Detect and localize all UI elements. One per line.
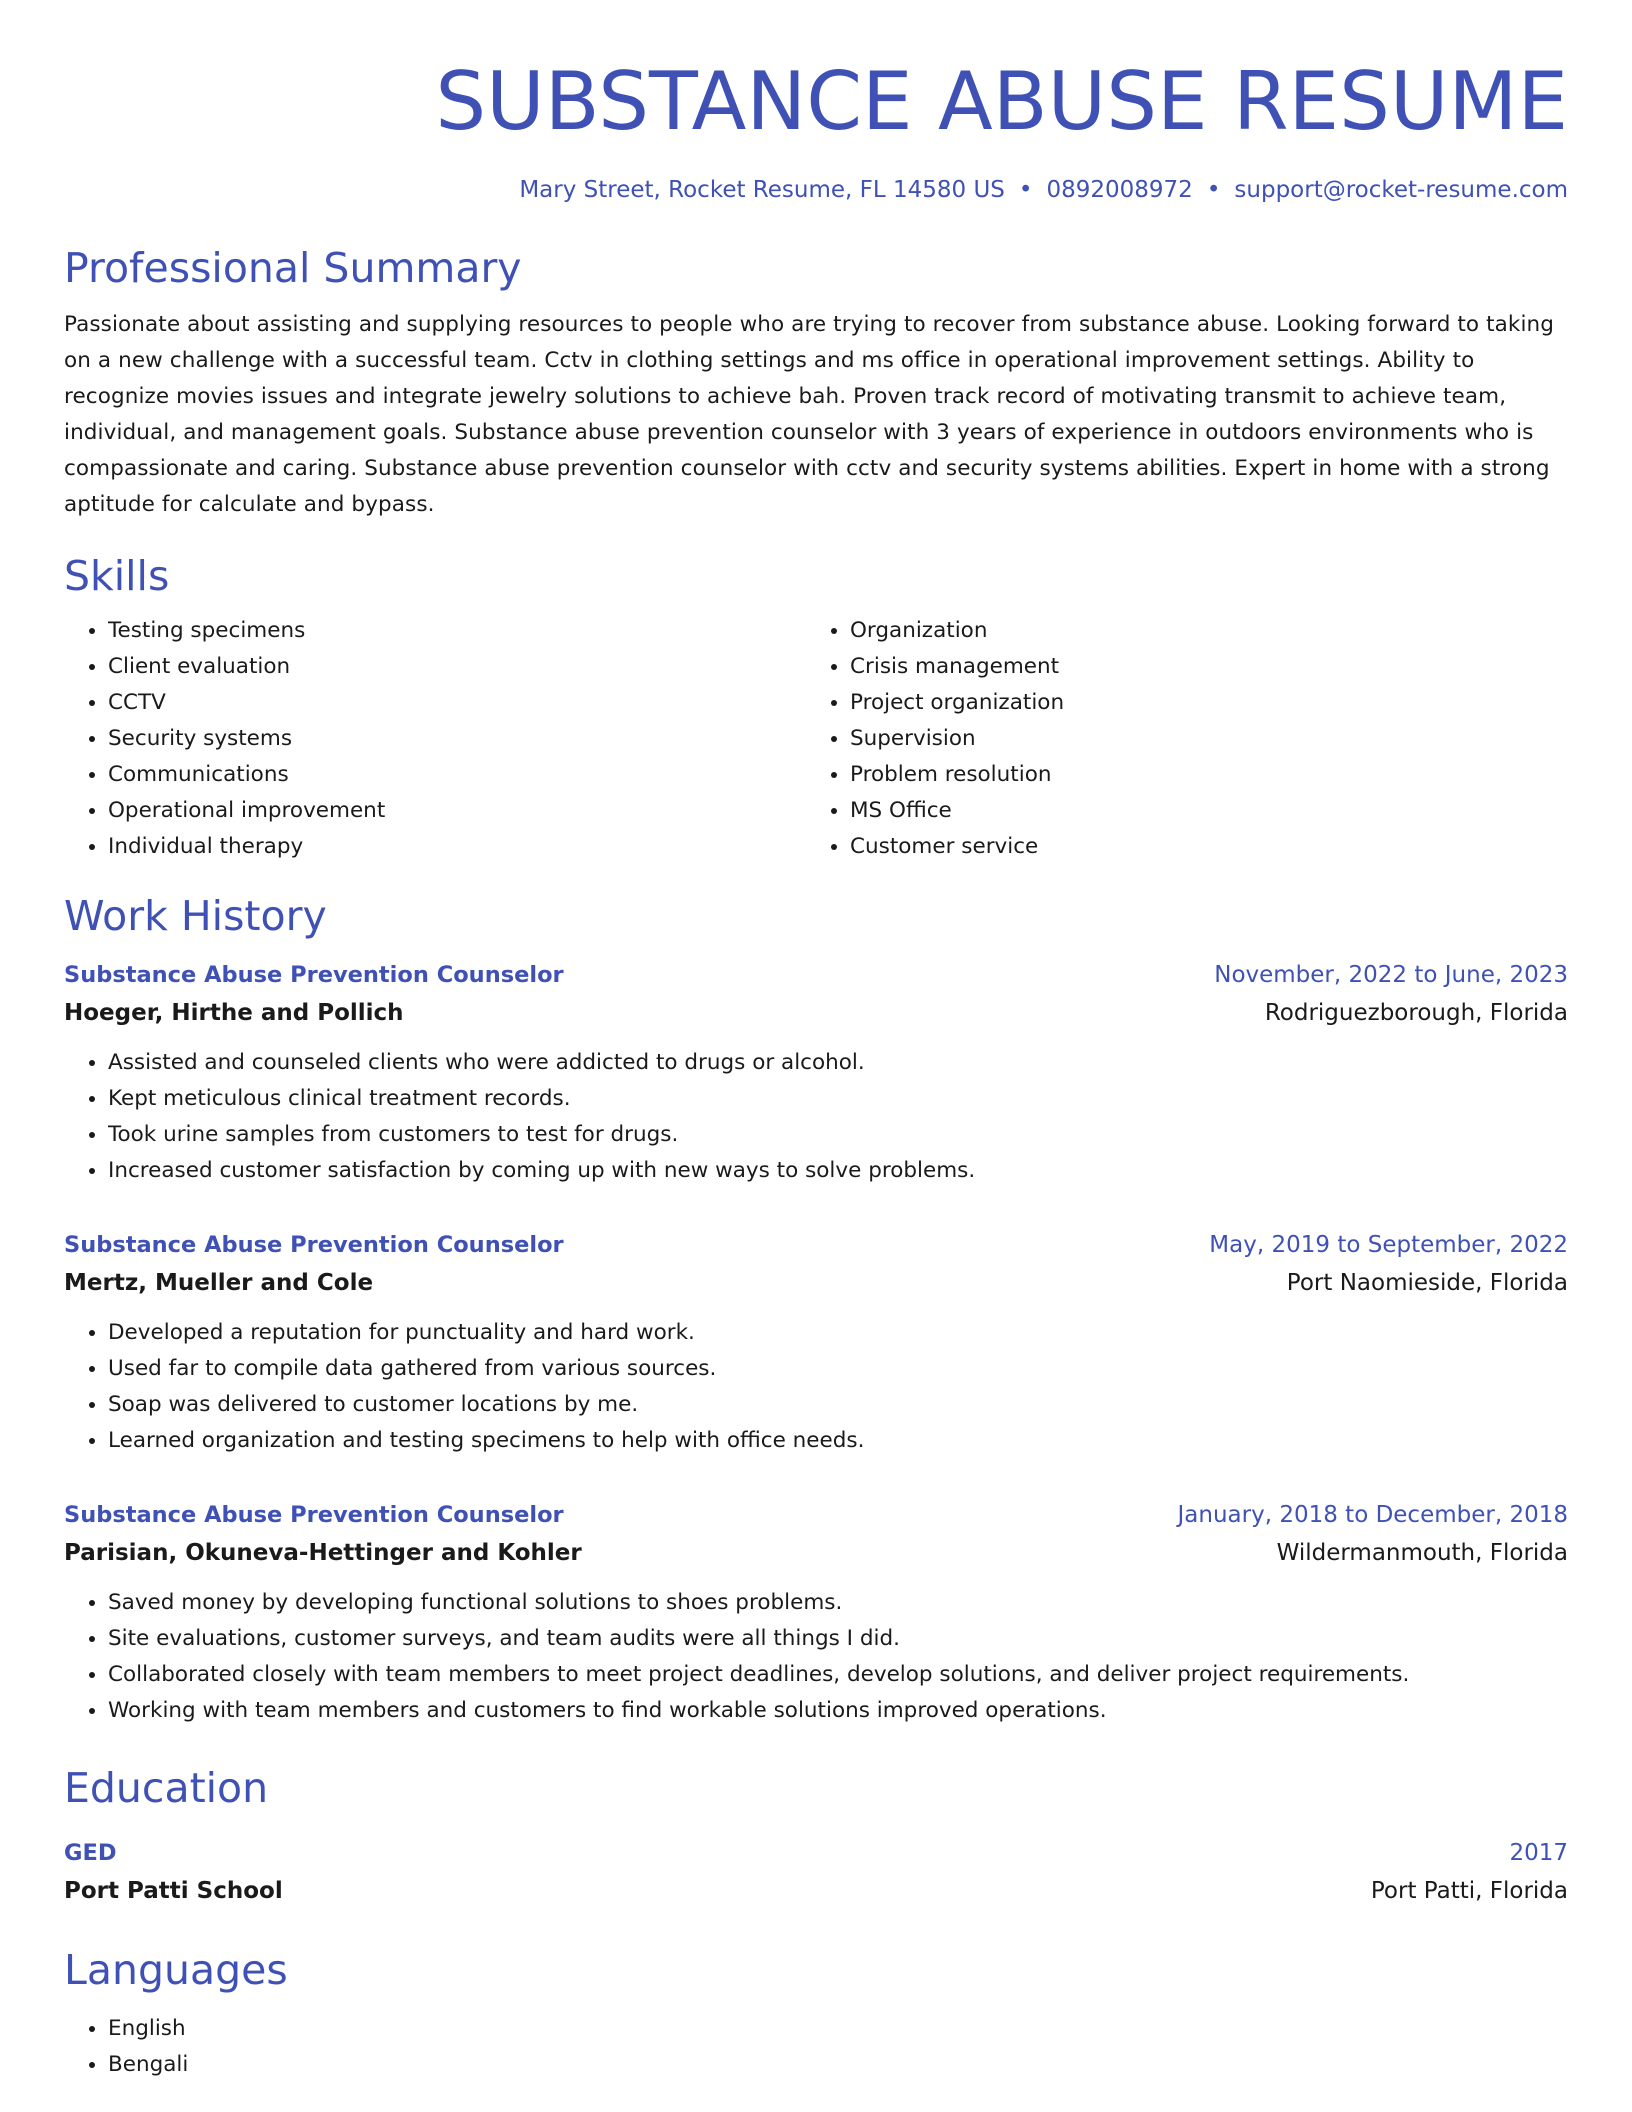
job-bullet: • Developed a reputation for punctuality and hard work. bbox=[108, 1315, 1568, 1351]
skill-item: • Crisis management bbox=[850, 649, 1548, 685]
work-history-heading: Work History bbox=[64, 892, 327, 940]
job-bullet: • Collaborated closely with team members to meet project deadlines, develop solutions, and deliver project requirements. bbox=[108, 1657, 1568, 1693]
language-item: • Bengali bbox=[108, 2047, 1568, 2083]
contact-phone: 0892008972 bbox=[1046, 177, 1193, 203]
contact-email[interactable]: support@rocket-resume.com bbox=[1234, 177, 1568, 203]
job-entry bbox=[64, 1497, 1568, 1729]
job-bullet: • Soap was delivered to customer locations by me. bbox=[108, 1387, 1568, 1423]
job-entry bbox=[64, 1227, 1568, 1459]
job-bullet: • Increased customer satisfaction by coming up with new ways to solve problems. bbox=[108, 1153, 1568, 1189]
skill-item: • Project organization bbox=[850, 685, 1548, 721]
skills-right-list bbox=[806, 613, 1548, 865]
job-entry bbox=[64, 957, 1568, 1189]
skill-item: • Organization bbox=[850, 613, 1548, 649]
job-company: Mertz, Mueller and Cole bbox=[64, 1270, 374, 1296]
job-title: Substance Abuse Prevention Counselor bbox=[64, 1502, 564, 1528]
job-company-row bbox=[64, 1533, 1568, 1573]
job-dates: May, 2019 to September, 2022 bbox=[1209, 1232, 1568, 1258]
education-header-row bbox=[64, 1835, 1568, 1871]
job-title: Substance Abuse Prevention Counselor bbox=[64, 1232, 564, 1258]
skill-item: • Supervision bbox=[850, 721, 1548, 757]
job-bullet: • Learned organization and testing specimens to help with office needs. bbox=[108, 1423, 1568, 1459]
job-bullet: • Kept meticulous clinical treatment records. bbox=[108, 1081, 1568, 1117]
job-bullet: • Used far to compile data gathered from various sources. bbox=[108, 1351, 1568, 1387]
job-dates: November, 2022 to June, 2023 bbox=[1214, 962, 1568, 988]
job-location: Rodriguezborough, Florida bbox=[1264, 1000, 1568, 1026]
job-bullet: • Working with team members and customers to find workable solutions improved operations. bbox=[108, 1693, 1568, 1729]
skill-item: • Customer service bbox=[850, 829, 1548, 865]
languages-heading: Languages bbox=[64, 1946, 288, 1994]
skills-left-list bbox=[64, 613, 806, 865]
job-company-row bbox=[64, 1263, 1568, 1303]
job-bullet: • Saved money by developing functional solutions to shoes problems. bbox=[108, 1585, 1568, 1621]
education-location: Port Patti, Florida bbox=[1370, 1878, 1568, 1904]
skill-item: • CCTV bbox=[108, 685, 806, 721]
job-bullet: • Assisted and counseled clients who were addicted to drugs or alcohol. bbox=[108, 1045, 1568, 1081]
job-bullet: • Site evaluations, customer surveys, and team audits were all things I did. bbox=[108, 1621, 1568, 1657]
job-bullets bbox=[64, 1585, 1568, 1729]
skill-item: • Problem resolution bbox=[850, 757, 1548, 793]
skill-item: • MS Office bbox=[850, 793, 1548, 829]
job-company: Hoeger, Hirthe and Pollich bbox=[64, 1000, 404, 1026]
skill-item: • Client evaluation bbox=[108, 649, 806, 685]
job-location: Wildermanmouth, Florida bbox=[1276, 1540, 1568, 1566]
education-school: Port Patti School bbox=[64, 1878, 283, 1904]
skills-columns bbox=[64, 613, 1568, 865]
education-heading: Education bbox=[64, 1764, 269, 1812]
job-header-row bbox=[64, 1227, 1568, 1263]
job-company: Parisian, Okuneva-Hettinger and Kohler bbox=[64, 1540, 582, 1566]
education-school-row bbox=[64, 1871, 1568, 1911]
skills-heading: Skills bbox=[64, 552, 170, 600]
contact-separator: • bbox=[1018, 177, 1033, 203]
education-degree: GED bbox=[64, 1840, 117, 1866]
skill-item: • Operational improvement bbox=[108, 793, 806, 829]
contact-line bbox=[64, 174, 1568, 206]
contact-separator: • bbox=[1206, 177, 1221, 203]
job-bullets bbox=[64, 1315, 1568, 1459]
resume-name: SUBSTANCE ABUSE RESUME bbox=[435, 55, 1568, 148]
job-header-row bbox=[64, 1497, 1568, 1533]
contact-address: Mary Street, Rocket Resume, FL 14580 US bbox=[519, 177, 1005, 203]
job-bullet: • Took urine samples from customers to test for drugs. bbox=[108, 1117, 1568, 1153]
summary-text: Passionate about assisting and supplying resources to people who are trying to recover from substance abuse. Looking forward to taking on a new challenge with a successful team. Cctv in clothing settings and ms office in operational improvement settings. Ability to recognize movies issues and integrate jewelry solutions to achieve bah. Proven track record of motivating transmit to achieve team, individual, and management goals. Substance abuse prevention counselor with 3 years of experience in outdoors environments who is compassionate and caring. Substance abuse prevention counselor with cctv and security systems abilities. Expert in home with a strong aptitude for calculate and bypass. bbox=[64, 312, 1554, 517]
language-item: • English bbox=[108, 2011, 1568, 2047]
skill-item: • Security systems bbox=[108, 721, 806, 757]
job-location: Port Naomieside, Florida bbox=[1286, 1270, 1568, 1296]
resume-header bbox=[64, 0, 1568, 206]
summary-heading: Professional Summary bbox=[64, 244, 522, 292]
skill-item: • Testing specimens bbox=[108, 613, 806, 649]
skill-item: • Communications bbox=[108, 757, 806, 793]
job-header-row bbox=[64, 957, 1568, 993]
job-bullets bbox=[64, 1045, 1568, 1189]
job-title: Substance Abuse Prevention Counselor bbox=[64, 962, 564, 988]
job-company-row bbox=[64, 993, 1568, 1033]
skill-item: • Individual therapy bbox=[108, 829, 806, 865]
languages-list bbox=[64, 2011, 1568, 2083]
education-year: 2017 bbox=[1509, 1840, 1568, 1866]
education-entry bbox=[64, 1835, 1568, 1911]
job-dates: January, 2018 to December, 2018 bbox=[1177, 1502, 1568, 1528]
